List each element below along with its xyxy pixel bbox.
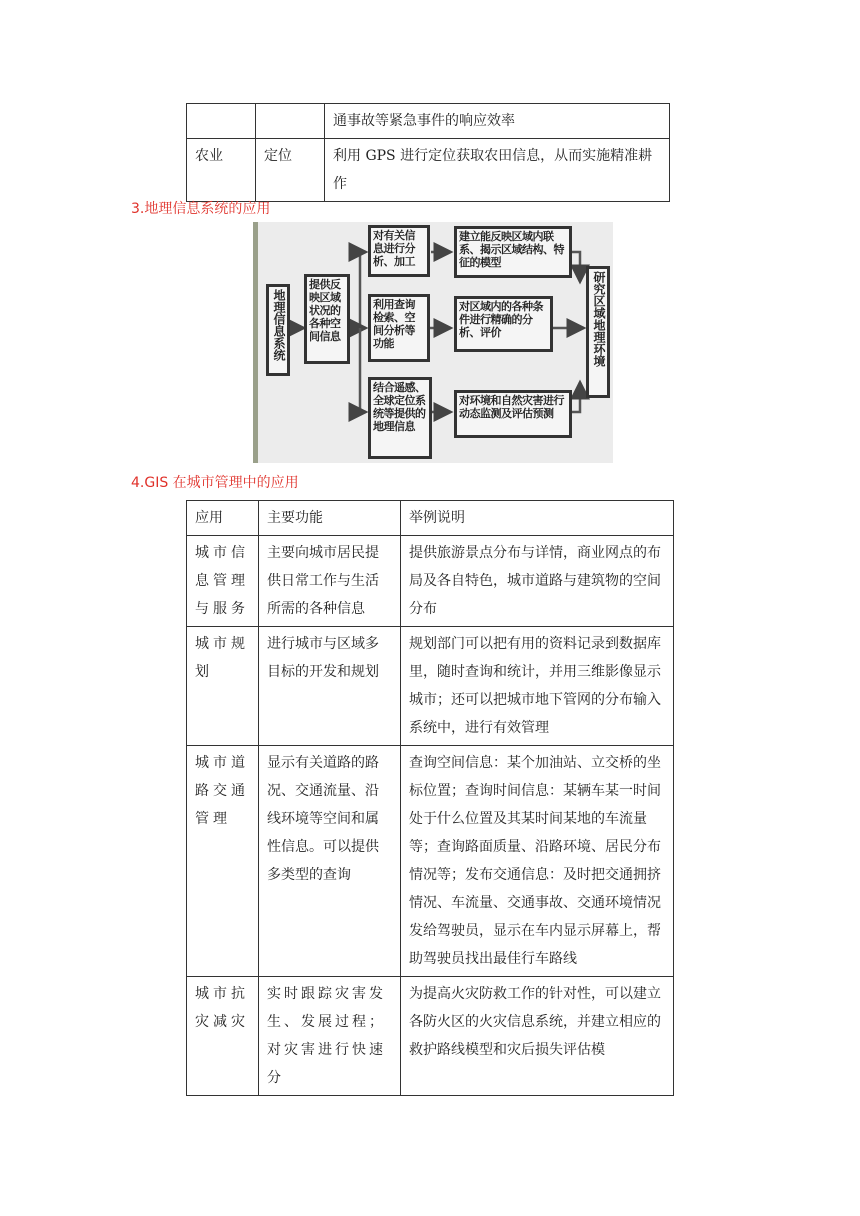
table-cell: 提供旅游景点分布与详情，商业网点的布局及各自特色，城市道路与建筑物的空间分布 xyxy=(401,536,674,627)
diagram-node-spatial-info: 提供反映区域状况的各种空间信息 xyxy=(304,274,350,364)
diagram-node-model: 建立能反映区域内联系、揭示区域结构、特征的模型 xyxy=(454,226,572,278)
table-cell: 实时跟踪灾害发生、发展过程；对灾害进行快速分 xyxy=(259,977,401,1096)
table-row xyxy=(187,139,670,202)
table-row xyxy=(187,536,674,627)
table-cell: 通事故等紧急事件的响应效率 xyxy=(325,104,670,139)
table-row xyxy=(187,104,670,139)
table-cell: 城市规划 xyxy=(187,627,259,746)
section-title: 3.地理信息系统的应用 xyxy=(131,201,271,217)
table-cell xyxy=(256,104,325,139)
column-header: 举例说明 xyxy=(401,501,674,536)
table-cell: 主要向城市居民提供日常工作与生活所需的各种信息 xyxy=(259,536,401,627)
diagram-node-query: 利用查询检索、空间分析等功能 xyxy=(368,294,430,362)
diagram-node-evaluation: 对区域内的各种条件进行精确的分析、评价 xyxy=(454,296,553,352)
diagram-node-monitoring: 对环境和自然灾害进行动态监测及评估预测 xyxy=(454,390,572,438)
table-cell: 城市道路交通管理 xyxy=(187,746,259,977)
table-cell: 查询空间信息：某个加油站、立交桥的坐标位置；查询时间信息：某辆车某一时间处于什么位置及其某时间某地的车流量等；查询路面质量、沿路环境、居民分布情况等；发布交通信息：及时把交通拥挤情况、车流量、交通事故、交通环境情况发给驾驶员，显示在车内显示屏幕上，帮助驾驶员找出最佳行车路线 xyxy=(401,746,674,977)
top-table xyxy=(186,103,670,202)
table-cell: 进行城市与区域多目标的开发和规划 xyxy=(259,627,401,746)
diagram-node-analysis: 对有关信息进行分析、加工 xyxy=(368,225,430,277)
table-cell: 农业 xyxy=(187,139,256,202)
table-header-row xyxy=(187,501,674,536)
gis-city-table xyxy=(186,500,674,1096)
table-cell: 城市抗灾减灾 xyxy=(187,977,259,1096)
table-cell xyxy=(187,104,256,139)
diagram-node-research: 研究区域地理环境 xyxy=(586,266,610,398)
column-header: 应用 xyxy=(187,501,259,536)
table-row xyxy=(187,977,674,1096)
table-cell: 显示有关道路的路况、交通流量、沿线环境等空间和属性信息。可以提供多类型的查询 xyxy=(259,746,401,977)
diagram-node-gis: 地理信息系统 xyxy=(266,284,290,376)
gis-flow-diagram xyxy=(253,222,613,463)
table-row xyxy=(187,627,674,746)
table-cell: 为提高火灾防救工作的针对性，可以建立各防火区的火灾信息系统，并建立相应的救护路线模型和灾后损失评估模 xyxy=(401,977,674,1096)
section-title: 4.GIS 在城市管理中的应用 xyxy=(131,475,299,491)
table-cell: 规划部门可以把有用的资料记录到数据库里，随时查询和统计，并用三维影像显示城市；还可以把城市地下管网的分布输入系统中，进行有效管理 xyxy=(401,627,674,746)
table-cell: 城市信息管理与服务 xyxy=(187,536,259,627)
column-header: 主要功能 xyxy=(259,501,401,536)
table-cell: 利用 GPS 进行定位获取农田信息，从而实施精准耕作 xyxy=(325,139,670,202)
diagram-node-remote-sensing: 结合遥感、全球定位系统等提供的地理信息 xyxy=(368,377,432,459)
table-row xyxy=(187,746,674,977)
table-cell: 定位 xyxy=(256,139,325,202)
